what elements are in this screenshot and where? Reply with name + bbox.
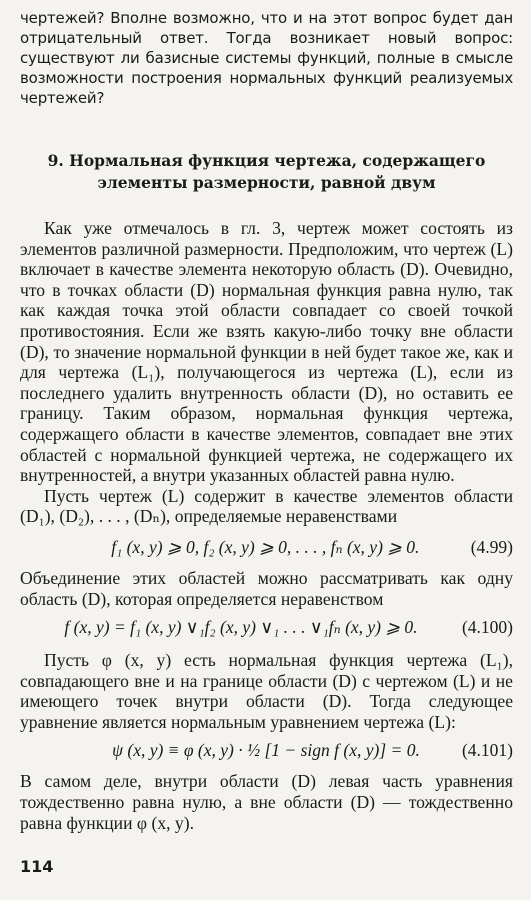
- formula-4-100-number: (4.100): [461, 617, 513, 638]
- formula-4-101-number: (4.101): [461, 740, 513, 761]
- paragraph-5: В самом деле, внутри области (D) левая часть уравнения тождественно равна нулю, а вне области (D) — тождественно равна функции φ (x, y).: [20, 771, 513, 833]
- formula-4-101: [20, 740, 513, 761]
- formula-4-99-number: (4.99): [470, 536, 513, 557]
- paragraph-2: Пусть чертеж (L) содержит в качестве элементов области (D₁), (D₂), . . . , (Dₙ), определяемые неравенствами: [20, 485, 513, 527]
- formula-4-99: [20, 537, 513, 558]
- paragraph-3: Объединение этих областей можно рассматривать как одну область (D), которая определяется неравенством: [20, 567, 513, 609]
- continued-paragraph: чертежей? Вполне возможно, что и на этот вопрос будет дан отрицательный ответ. Тогда возникает новый вопрос: существуют ли базисные системы функций, полные в смысле возможности построения нормальных функций реализуемых чертежей?: [20, 9, 513, 107]
- section-heading: 9. Нормальная функция чертежа, содержащего элементы размерности, равной двум: [47, 151, 486, 192]
- paragraph-4: Пусть φ (x, y) есть нормальная функция чертежа (L₁), совпадающего вне и на границе области (D) с чертежом (L) и не имеющего точек внутри области (D). Тогда следующее уравнение является нормальным уравнением чертежа (L):: [20, 650, 513, 732]
- formula-4-99-expression: f₁ (x, y) ⩾ 0, f₂ (x, y) ⩾ 0, . . . , fₙ (x, y) ⩾ 0.: [111, 536, 420, 557]
- formula-4-101-expression: ψ (x, y) ≡ φ (x, y) · ½ [1 − sign f (x, y)] = 0.: [112, 740, 420, 761]
- formula-4-100: [20, 617, 513, 638]
- formula-4-100-expression: f (x, y) = f₁ (x, y) ∨₁f₂ (x, y) ∨₁ . . . ∨₁fₙ (x, y) ⩾ 0.: [64, 617, 418, 638]
- page-number: 114: [20, 857, 54, 876]
- paragraph-1: Как уже отмечалось в гл. 3, чертеж может состоять из элементов различной размерности. Предположим, что чертеж (L) включает в качестве элемента некоторую область (D). Очевидно, что в точках области (D) нормальная функция равна нулю, так как каждая точка этой области совпадает со своей точкой противостояния. Если же взять какую-либо точку вне области (D), то значение нормальной функции в ней будет такое же, как и для чертежа (L₁), получающегося из чертежа (L), если из последнего удалить внутренность области (D), но оставить ее границу. Таким образом, нормальная функция чертежа, содержащего области в качестве элементов, совпадает вне этих областей с нормальной функцией чертежа, не содержащего их внутренностей, а внутри указанных областей равна нулю.: [20, 218, 513, 486]
